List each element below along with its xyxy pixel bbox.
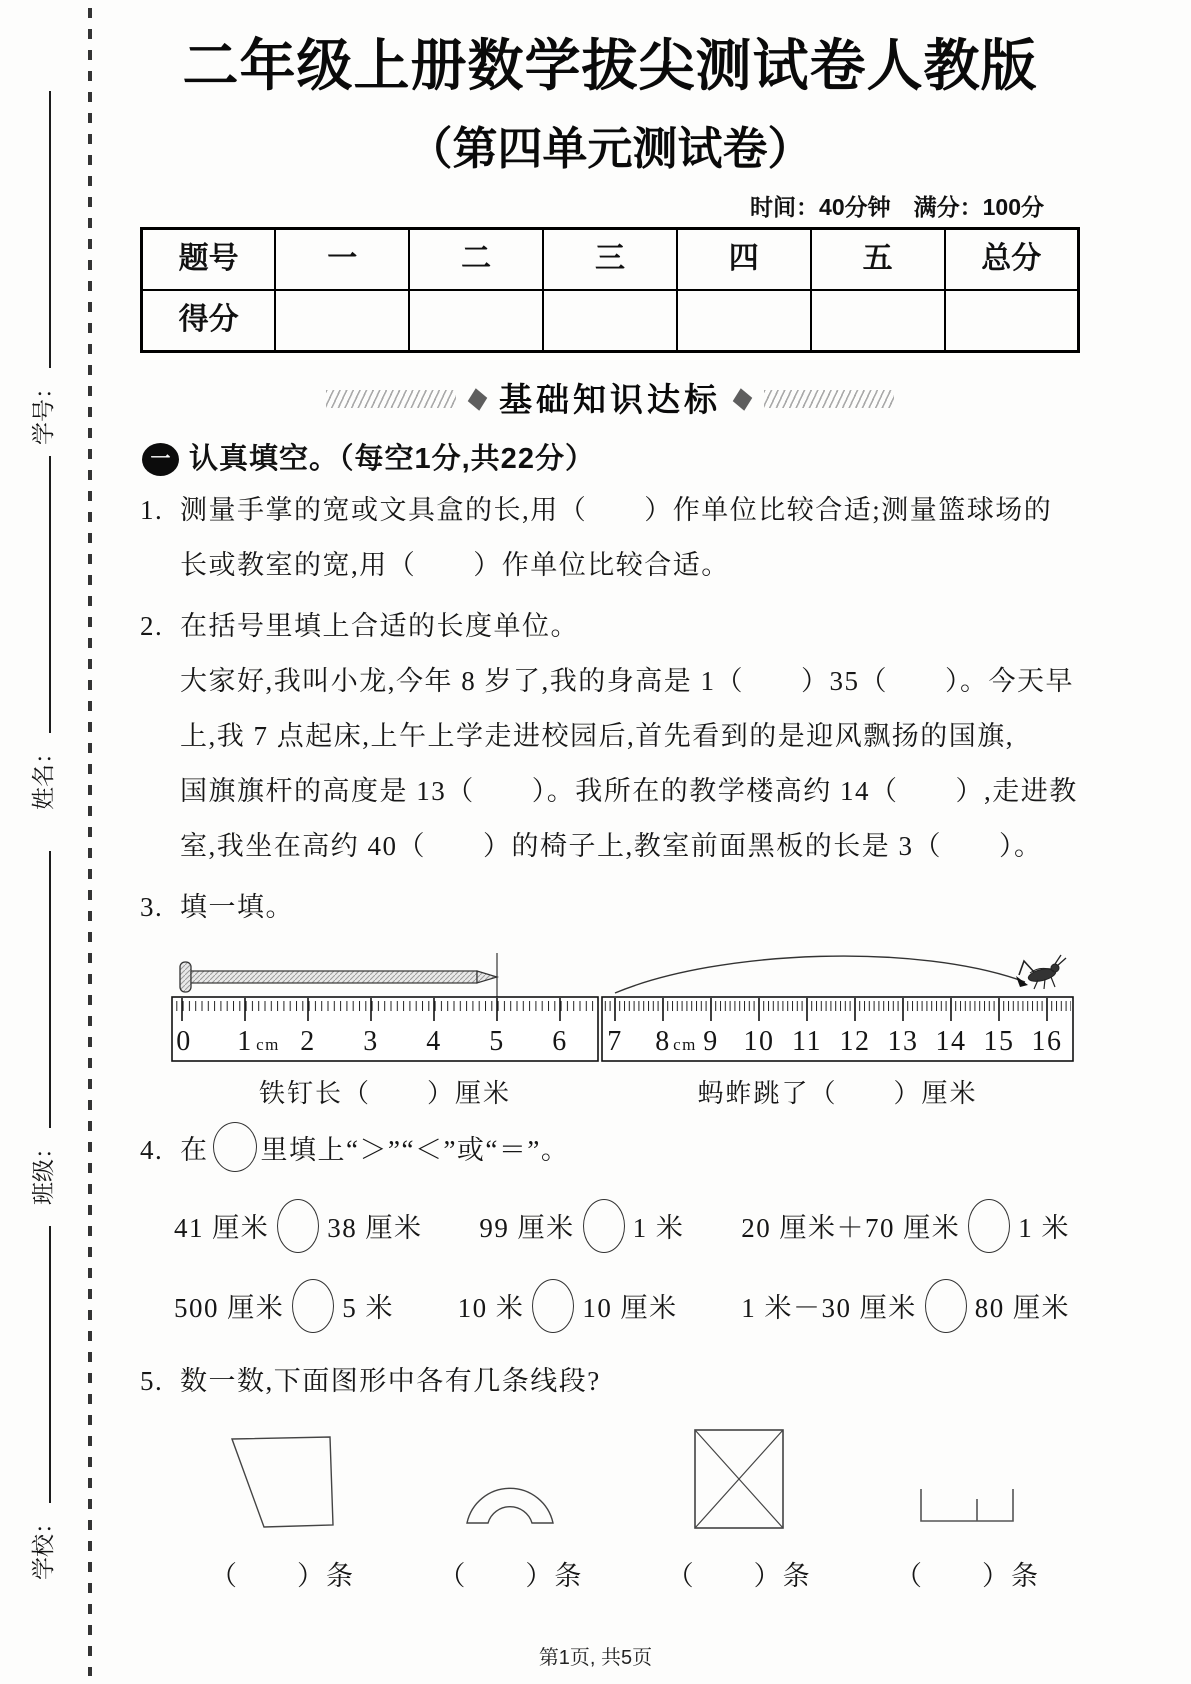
class-blank <box>48 851 51 1128</box>
ruler1-tick-4: 4 <box>426 1025 442 1057</box>
score-table-header-row <box>142 228 1079 290</box>
comparison-left: 20 厘米＋70 厘米 <box>741 1212 961 1243</box>
ruler1-tick-3: 3 <box>363 1025 379 1057</box>
question-4-number: 4. <box>140 1134 164 1165</box>
comparison-right: 10 厘米 <box>582 1292 678 1323</box>
section-banner-title: 基础知识达标 <box>499 380 721 418</box>
student-name-blank <box>48 456 51 733</box>
score-col-header: 题号 <box>142 228 276 290</box>
school-label: 学校： <box>30 1511 56 1580</box>
question-1-line-1 <box>140 483 1080 538</box>
comparison-right: 38 厘米 <box>327 1212 423 1243</box>
ruler1-tick-5: 5 <box>489 1025 505 1057</box>
answer-oval <box>925 1279 967 1333</box>
shape-bracket-figure <box>895 1431 1040 1593</box>
banner-diamond-left-icon <box>468 388 488 410</box>
ruler2-tick-14: 14 <box>935 1025 967 1057</box>
question-3-intro <box>140 880 1080 935</box>
ruler1-tick-2: 2 <box>300 1025 316 1057</box>
comparison-right: 5 米 <box>342 1292 394 1323</box>
comparison-left: 500 厘米 <box>174 1292 285 1323</box>
question-5 <box>140 1354 1080 1593</box>
score-cell <box>677 290 811 352</box>
ruler2-tick-15: 15 <box>983 1025 1015 1057</box>
ruler2-tick-10: 10 <box>743 1025 775 1057</box>
answer-oval <box>292 1279 334 1333</box>
student-id-label: 学号： <box>30 376 56 445</box>
question-1-number: 1. <box>140 494 164 525</box>
answer-oval <box>968 1199 1010 1253</box>
question-4-intro <box>140 1122 1080 1178</box>
score-cell <box>811 290 945 352</box>
part1-title: 认真填空。（每空1分,共22分） <box>189 442 595 475</box>
banner-diamond-right-icon <box>733 388 753 410</box>
question-2-line-2 <box>140 709 1080 764</box>
score-col-header: 二 <box>409 228 543 290</box>
shape-rect-diagonals-figure <box>667 1425 812 1593</box>
grasshopper-ruler-figure <box>600 945 1075 1110</box>
part1-heading <box>142 442 1080 477</box>
bracket-segments-icon <box>911 1431 1023 1533</box>
question-2-number: 2. <box>140 610 164 641</box>
score-col-header: 四 <box>677 228 811 290</box>
page-title: 二年级上册数学拔尖测试卷人教版 <box>182 34 1038 97</box>
nail-ruler-figure <box>170 945 600 1110</box>
banner-stripes-right <box>764 390 894 408</box>
question-2-intro-text: 在括号里填上合适的长度单位。 <box>180 610 579 641</box>
comparison-item-2 <box>479 1198 684 1258</box>
school-blank <box>48 1226 51 1503</box>
score-col-header: 一 <box>275 228 409 290</box>
nail-ruler-image <box>170 945 600 1065</box>
part1-number-badge: 一 <box>142 443 179 476</box>
score-cell <box>409 290 543 352</box>
comparison-left: 99 厘米 <box>479 1212 575 1243</box>
comparison-item-5 <box>458 1278 678 1338</box>
segment-count-blank: （ ）条 <box>666 1560 812 1591</box>
comparison-item-4 <box>174 1278 394 1338</box>
ruler2-tick-8: 8 <box>655 1025 671 1057</box>
question-5-intro-text: 数一数,下面图形中各有几条线段? <box>180 1365 601 1396</box>
comparison-right: 1 米 <box>1018 1212 1070 1243</box>
grasshopper-ruler-image <box>600 945 1075 1065</box>
ruler1-tick-0: 0 <box>176 1025 192 1057</box>
fold-dashed-line <box>88 8 92 1676</box>
question-3-intro-text: 填一填。 <box>180 891 294 922</box>
class-field <box>18 845 58 1205</box>
answer-oval <box>532 1279 574 1333</box>
segment-count-blank: （ ）条 <box>438 1560 584 1591</box>
question-3-figures <box>170 945 1074 1110</box>
ruler1-tick-6: 6 <box>552 1025 568 1057</box>
question-4-intro-post: 里填上“＞”“＜”或“＝”。 <box>260 1134 570 1165</box>
comparison-item-6 <box>741 1278 1070 1338</box>
class-label: 班级： <box>30 1136 56 1205</box>
comparison-right: 1 米 <box>632 1212 685 1243</box>
question-4-intro-pre: 在 <box>180 1134 209 1165</box>
question-2-intro <box>140 599 1080 654</box>
ruler1-unit: cm <box>256 1034 280 1054</box>
segment-count-blank: （ ）条 <box>894 1560 1040 1591</box>
exam-meta: 时间：40分钟 满分：100分 <box>750 193 1044 220</box>
comparison-left: 1 米－30 厘米 <box>741 1292 917 1323</box>
ruler2-tick-13: 13 <box>887 1025 919 1057</box>
question-2-text-4: 室,我坐在高约 40（ ）的椅子上,教室前面黑板的长是 3（ ）。 <box>180 830 1043 861</box>
score-table-score-row <box>142 290 1079 352</box>
jump-arc <box>615 956 1028 993</box>
score-col-header: 五 <box>811 228 945 290</box>
arch-icon <box>448 1431 573 1533</box>
question-5-intro <box>140 1354 1080 1409</box>
banner-stripes-left <box>326 390 456 408</box>
student-id-blank <box>48 91 51 368</box>
ruler-7-16 <box>602 997 1073 1061</box>
question-2-line-4 <box>140 819 1080 874</box>
comparison-row-1 <box>174 1198 1070 1258</box>
comparison-left: 41 厘米 <box>174 1212 270 1243</box>
ruler2-tick-9: 9 <box>703 1025 719 1057</box>
comparison-item-1 <box>174 1198 423 1258</box>
comparison-row-2 <box>174 1278 1070 1338</box>
question-1-text-2: 长或教室的宽,用（ ）作单位比较合适。 <box>180 549 730 580</box>
answer-oval <box>277 1199 319 1253</box>
score-table <box>140 227 1080 353</box>
nail-caption: 铁钉长（ ）厘米 <box>258 1078 511 1108</box>
score-cell <box>275 290 409 352</box>
rectangle-diagonals-icon <box>683 1425 795 1533</box>
question-1 <box>140 483 1080 593</box>
question-3 <box>140 880 1080 1110</box>
ruler2-unit: cm <box>673 1034 697 1054</box>
student-name-label: 姓名： <box>30 741 56 810</box>
question-2 <box>140 599 1080 874</box>
score-col-header: 总分 <box>945 228 1079 290</box>
ruler-0-6 <box>172 997 598 1061</box>
comparison-item-3 <box>741 1198 1070 1258</box>
comparison-left: 10 米 <box>457 1292 525 1323</box>
shape-trapezoid-figure <box>210 1431 355 1593</box>
question-2-text-3: 国旗旗杆的高度是 13（ ）。我所在的教学楼高约 14（ ）,走进教 <box>180 775 1078 806</box>
question-5-number: 5. <box>140 1365 164 1396</box>
segment-count-blank: （ ）条 <box>210 1560 355 1591</box>
answer-oval <box>583 1199 625 1253</box>
section-banner <box>140 380 1080 418</box>
ruler1-tick-1: 1 <box>237 1025 253 1057</box>
score-col-header: 三 <box>543 228 677 290</box>
school-field <box>18 1220 58 1580</box>
ruler2-tick-7: 7 <box>607 1025 623 1057</box>
page-footer: 第1页, 共5页 <box>538 1647 653 1669</box>
score-cell <box>543 290 677 352</box>
ruler2-tick-16: 16 <box>1031 1025 1063 1057</box>
question-1-line-2 <box>140 538 1080 593</box>
score-cell <box>945 290 1079 352</box>
shape-arch-figure <box>438 1431 583 1593</box>
student-name-field <box>18 450 58 810</box>
page-subtitle: （第四单元测试卷） <box>407 123 813 175</box>
question-5-shapes <box>210 1425 1040 1593</box>
student-id-field <box>18 85 58 445</box>
question-2-line-1 <box>140 654 1080 709</box>
grasshopper-caption: 蚂蚱跳了（ ）厘米 <box>697 1078 978 1108</box>
question-1-text-1: 测量手掌的宽或文具盒的长,用（ ）作单位比较合适;测量篮球场的 <box>180 494 1053 525</box>
trapezoid-icon <box>220 1431 345 1533</box>
question-2-line-3 <box>140 764 1080 819</box>
answer-oval <box>213 1122 257 1172</box>
ruler2-tick-11: 11 <box>792 1025 822 1057</box>
score-row-label: 得分 <box>142 290 276 352</box>
comparison-right: 80 厘米 <box>974 1292 1070 1323</box>
question-2-text-1: 大家好,我叫小龙,今年 8 岁了,我的身高是 1（ ）35（ ）。今天早 <box>180 665 1074 696</box>
paper-body <box>140 0 1080 1593</box>
question-2-text-2: 上,我 7 点起床,上午上学走进校园后,首先看到的是迎风飘扬的国旗, <box>180 720 1014 751</box>
ruler2-tick-12: 12 <box>839 1025 871 1057</box>
question-3-number: 3. <box>140 891 164 922</box>
question-4 <box>140 1122 1080 1338</box>
